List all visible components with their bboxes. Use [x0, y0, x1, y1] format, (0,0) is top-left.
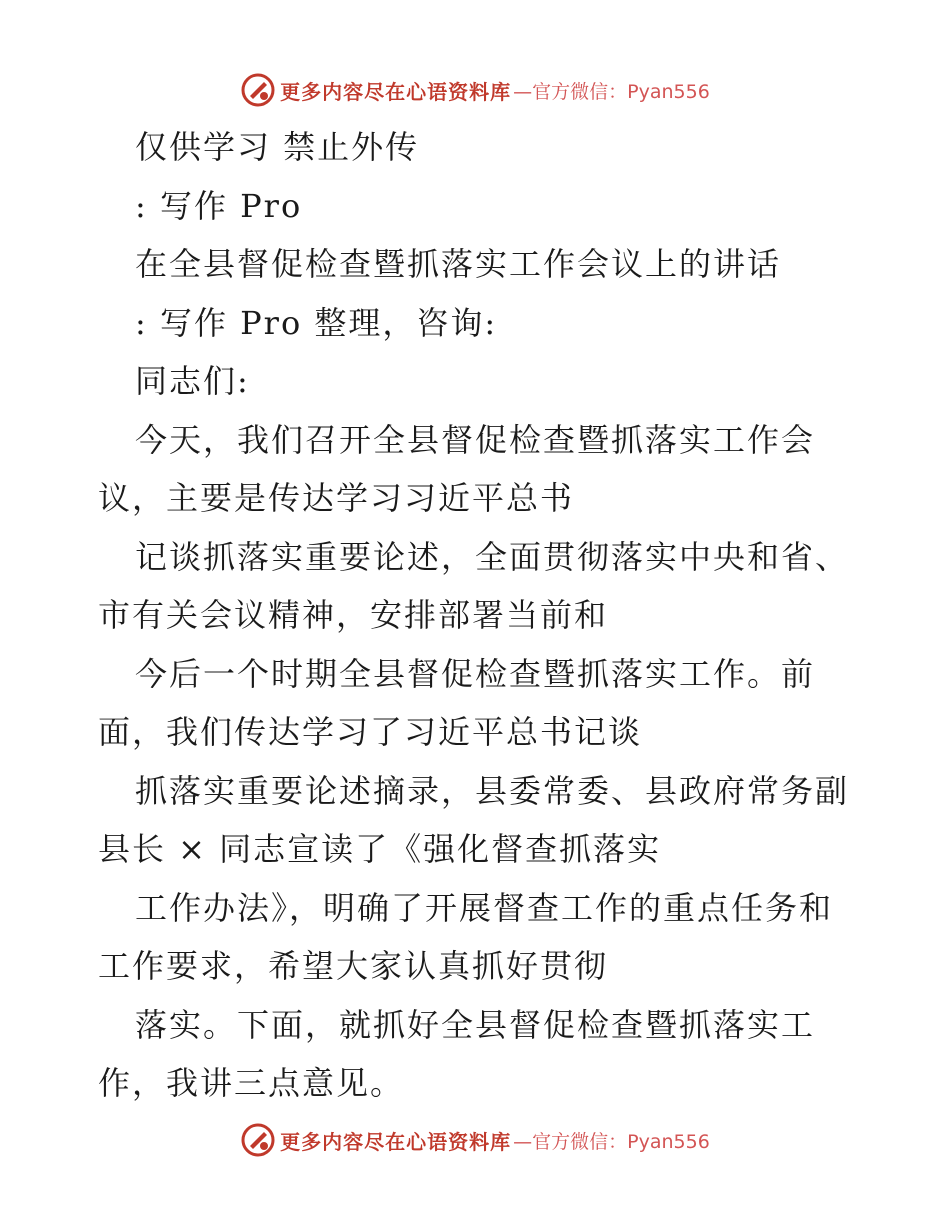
watermark-text: 更多内容尽在心语资料库	[280, 79, 512, 104]
text-line: 落实。下面，就抓好全县督促检查暨抓落实工	[135, 1005, 816, 1044]
watermark-suffix: —官方微信：Pyan556	[513, 80, 710, 103]
document-body	[98, 118, 868, 1113]
watermark-logo-icon	[240, 72, 276, 108]
text-line: 议，主要是传达学习习近平总书	[98, 479, 575, 517]
text-line: 今后一个时期全县督促检查暨抓落实工作。前	[135, 654, 816, 693]
text-line: 面，我们传达学习了习近平总书记谈	[98, 713, 643, 751]
header-watermark	[0, 70, 950, 110]
text-line: 仅供学习 禁止外传	[135, 128, 420, 166]
text-line: 作，我讲三点意见。	[98, 1064, 405, 1102]
watermark-text: 更多内容尽在心语资料库	[280, 1129, 512, 1154]
document-title: 在全县督促检查暨抓落实工作会议上的讲话	[135, 245, 782, 283]
text-line: 今天，我们召开全县督促检查暨抓落实工作会	[135, 420, 816, 459]
text-line: : 写作 Pro 整理，咨询:	[135, 303, 498, 342]
text-line: 记谈抓落实重要论述，全面贯彻落实中央和省、	[135, 537, 850, 576]
salutation: 同志们:	[135, 362, 250, 400]
text-line: 抓落实重要论述摘录，县委常委、县政府常务副	[135, 771, 850, 810]
text-line: 县长 × 同志宣读了《强化督查抓落实	[98, 830, 662, 868]
text-line: 市有关会议精神，安排部署当前和	[98, 596, 609, 634]
text-line: : 写作 Pro	[135, 186, 303, 225]
watermark-suffix: —官方微信：Pyan556	[513, 1130, 710, 1153]
watermark-logo-icon	[240, 1122, 276, 1158]
text-line: 工作要求，希望大家认真抓好贯彻	[98, 947, 609, 985]
text-line: 工作办法》，明确了开展督查工作的重点任务和	[135, 888, 834, 927]
footer-watermark	[0, 1120, 950, 1160]
